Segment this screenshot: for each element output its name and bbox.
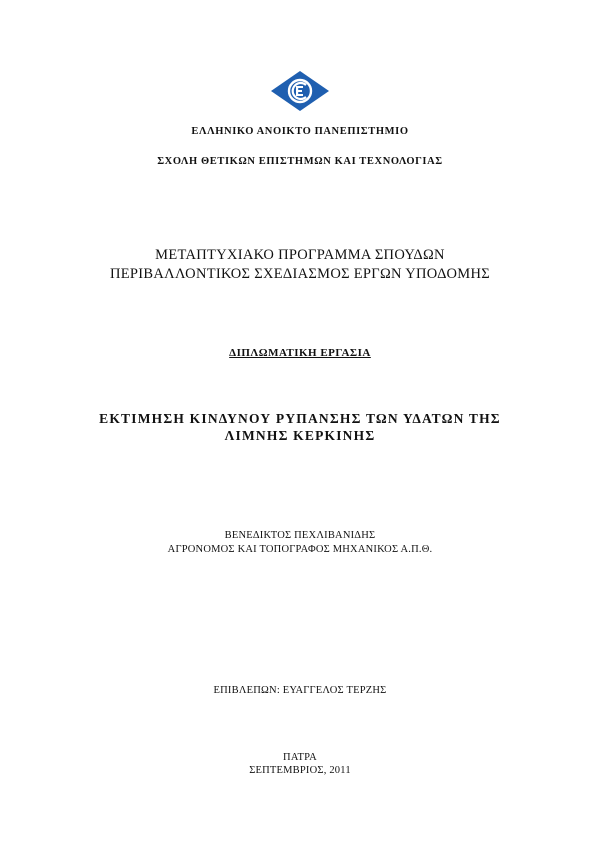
- school-name: ΣΧΟΛΗ ΘΕΤΙΚΩΝ ΕΠΙΣΤΗΜΩΝ ΚΑΙ ΤΕΧΝΟΛΟΓΙΑΣ: [157, 156, 443, 167]
- thesis-title-line-2: ΛΙΜΝΗΣ ΚΕΡΚΙΝΗΣ: [224, 428, 376, 443]
- date: ΣΕΠΤΕΜΒΡΙΟΣ, 2011: [249, 765, 351, 776]
- supervisor: ΕΠΙΒΛΕΠΩΝ: ΕΥΑΓΓΕΛΟΣ ΤΕΡΖΗΣ: [213, 685, 387, 696]
- author-name: ΒΕΝΕΔΙΚΤΟΣ ΠΕΧΛΙΒΑΝΙΔΗΣ: [224, 530, 376, 541]
- university-emblem-icon: [270, 70, 330, 112]
- program-line-1: ΜΕΤΑΠΤΥΧΙΑΚΟ ΠΡΟΓΡΑΜΜΑ ΣΠΟΥΔΩΝ: [155, 247, 445, 263]
- city: ΠΑΤΡΑ: [283, 752, 317, 763]
- author-title: ΑΓΡΟΝΟΜΟΣ ΚΑΙ ΤΟΠΟΓΡΑΦΟΣ ΜΗΧΑΝΙΚΟΣ Α.Π.Θ.: [167, 544, 433, 555]
- thesis-title-line-1: ΕΚΤΙΜΗΣΗ ΚΙΝΔΥΝΟΥ ΡΥΠΑΝΣΗΣ ΤΩΝ ΥΔΑΤΩΝ ΤΗΣ: [99, 411, 501, 426]
- thesis-type: ΔΙΠΛΩΜΑΤΙΚΗ ΕΡΓΑΣΙΑ: [229, 347, 371, 359]
- program-line-2: ΠΕΡΙΒΑΛΛΟΝΤΙΚΟΣ ΣΧΕΔΙΑΣΜΟΣ ΕΡΓΩΝ ΥΠΟΔΟΜΗΣ: [109, 266, 491, 282]
- university-name: ΕΛΛΗΝΙΚΟ ΑΝΟΙΚΤΟ ΠΑΝΕΠΙΣΤΗΜΙΟ: [191, 126, 409, 137]
